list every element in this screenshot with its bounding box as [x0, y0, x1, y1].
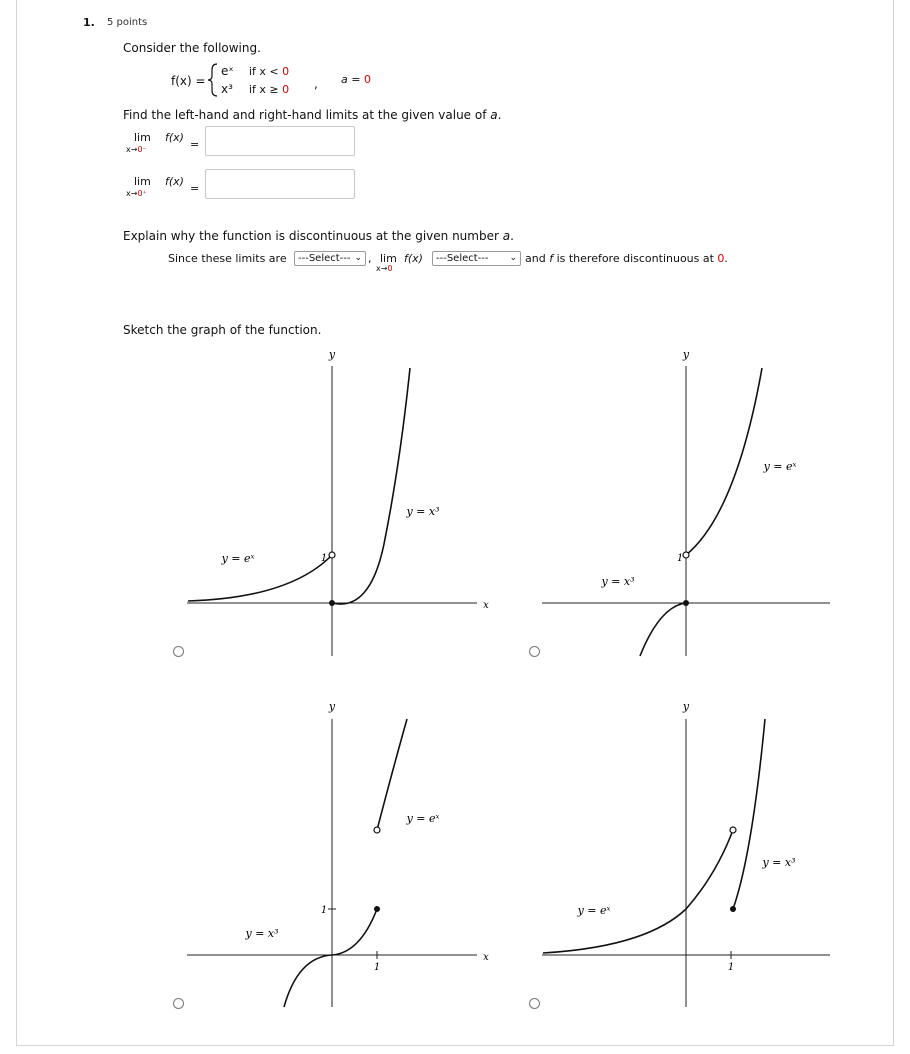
- a-value: [341, 73, 371, 86]
- graph1-open-point: [329, 552, 335, 558]
- graph4-exp-curve: [543, 830, 733, 953]
- graph4-cubic-curve: [733, 719, 765, 909]
- f-var: f: [549, 252, 554, 265]
- graph3-exp-curve: [377, 719, 407, 830]
- explain-comma: ,: [368, 252, 372, 265]
- graph4-tick-x: 1: [727, 962, 735, 973]
- case1-condition-value: 0: [282, 65, 290, 78]
- function-name: f(x) =: [171, 74, 206, 88]
- case2-condition-text: if x ≥: [249, 83, 283, 96]
- limit-existence-select[interactable]: [432, 251, 521, 266]
- explain-prompt-suffix: .: [510, 229, 514, 243]
- graph3-cubic-curve: [284, 909, 377, 1007]
- case2-condition-value: 0: [282, 83, 290, 96]
- and-text: and: [525, 252, 550, 265]
- graph1-radio[interactable]: [173, 646, 184, 657]
- left-limit-sub-var: x→: [126, 145, 138, 154]
- graph1-cubic-label: y = x³: [406, 505, 440, 518]
- graph3-y-axis-label: y: [328, 700, 336, 713]
- graph-option-4: [536, 695, 836, 1011]
- case1-condition: [249, 65, 289, 78]
- chevron-down-icon: ⌄: [509, 253, 517, 263]
- a-label: a =: [341, 73, 364, 86]
- graph2-y-axis-label: y: [682, 348, 690, 361]
- left-limit-sub-value: 0⁻: [137, 145, 147, 154]
- right-limit-subscript: [126, 189, 147, 198]
- conclusion-period: .: [724, 252, 728, 265]
- right-limit-lim: lim: [134, 175, 151, 188]
- graph4-open-point: [730, 827, 736, 833]
- graph3-radio[interactable]: [173, 998, 184, 1009]
- limits-comparison-select-value: ---Select---: [298, 253, 351, 264]
- function-comma: ,: [314, 77, 318, 91]
- right-limit-func: f(x): [165, 175, 184, 188]
- a-number: 0: [363, 73, 371, 86]
- explain-sub-var: x→: [376, 264, 388, 273]
- graph4-radio[interactable]: [529, 998, 540, 1009]
- limits-prompt-suffix: .: [497, 108, 502, 122]
- graph1-x-axis-label: x: [483, 600, 489, 611]
- explain-prompt-text: Explain why the function is discontinuous at the given number: [123, 229, 503, 243]
- left-limit-subscript: [126, 145, 147, 154]
- graph2-exp-curve: [686, 368, 762, 555]
- limits-prompt: [123, 108, 501, 122]
- graph3-open-point: [374, 827, 380, 833]
- graph3-closed-point: [374, 906, 380, 912]
- graph3-tick-y: 1: [320, 905, 328, 916]
- explain-sub-value: 0: [387, 264, 393, 273]
- case1-condition-text: if x <: [249, 65, 283, 78]
- right-limit-equals: =: [190, 182, 200, 195]
- left-limit-input[interactable]: [205, 126, 355, 156]
- graph2-radio[interactable]: [529, 646, 540, 657]
- graph4-y-axis-label: y: [682, 700, 690, 713]
- left-limit-lim: lim: [134, 131, 151, 144]
- case1-expression: eˣ: [221, 64, 234, 78]
- graph1-cubic-curve: [332, 368, 410, 604]
- question-points: 5 points: [107, 17, 148, 28]
- right-limit-sub-value: 0⁺: [137, 189, 147, 198]
- graph2-exp-label: y = eˣ: [763, 460, 797, 473]
- chevron-down-icon: ⌄: [354, 253, 362, 263]
- explain-prompt: [123, 229, 514, 243]
- graph4-cubic-label: y = x³: [762, 856, 796, 869]
- left-brace-icon: [207, 62, 219, 98]
- discontinuity-point: 0: [717, 252, 725, 265]
- limit-existence-select-value: ---Select---: [436, 253, 489, 264]
- explain-subscript: [376, 264, 393, 273]
- graph-option-3: [180, 695, 500, 1011]
- explain-func: f(x): [404, 252, 423, 265]
- explain-prompt-var: a: [502, 229, 511, 243]
- graph3-cubic-label: y = x³: [245, 927, 279, 940]
- is-text: is therefore discontinuous at: [553, 252, 718, 265]
- sketch-prompt: Sketch the graph of the function.: [123, 323, 322, 337]
- limits-comparison-select[interactable]: [294, 251, 366, 266]
- graph1-exp-label: y = eˣ: [221, 552, 255, 565]
- graph-option-1: [180, 344, 500, 660]
- conclusion-text: [525, 252, 728, 265]
- graph2-closed-point: [683, 600, 689, 606]
- right-limit-sub-var: x→: [126, 189, 138, 198]
- graph3-x-axis-label: x: [483, 952, 489, 963]
- graph1-tick-y: 1: [320, 553, 328, 564]
- case2-condition: [249, 83, 289, 96]
- graph2-open-point: [683, 552, 689, 558]
- graph4-closed-point: [730, 906, 736, 912]
- since-text: Since these limits are: [168, 252, 287, 265]
- limits-prompt-var: a: [490, 108, 498, 122]
- question-intro: Consider the following.: [123, 41, 261, 55]
- graph-option-2: [536, 344, 836, 660]
- graph3-exp-label: y = eˣ: [406, 812, 440, 825]
- case2-expression: x³: [221, 82, 233, 96]
- graph1-closed-point: [329, 600, 335, 606]
- graph2-cubic-label: y = x³: [601, 575, 635, 588]
- limits-prompt-text: Find the left-hand and right-hand limits at the given value of: [123, 108, 491, 122]
- graph1-exp-curve: [188, 555, 332, 601]
- graph2-cubic-curve: [640, 603, 686, 656]
- graph2-tick-y: 1: [676, 553, 684, 564]
- graph3-tick-x: 1: [373, 962, 381, 973]
- graph1-y-axis-label: y: [328, 348, 336, 361]
- explain-lim: lim: [380, 252, 397, 265]
- left-limit-equals: =: [190, 138, 200, 151]
- question-number: 1.: [83, 16, 95, 29]
- graph4-exp-label: y = eˣ: [577, 904, 611, 917]
- left-limit-func: f(x): [165, 131, 184, 144]
- right-limit-input[interactable]: [205, 169, 355, 199]
